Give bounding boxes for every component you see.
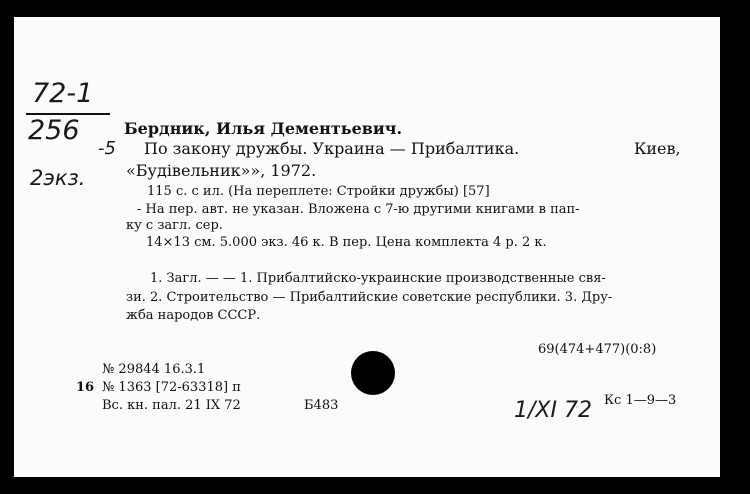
call-number-bottom: 256 [28, 115, 80, 146]
registration-number-16: 16 [76, 380, 95, 395]
subject-line-3: жба народов СССР. [126, 308, 261, 323]
registration-line-1: № 29844 16.3.1 [102, 362, 206, 377]
author-heading: Бердник, Илья Дементьевич. [124, 119, 403, 138]
handwritten-date-sign: 1/XI 72 [514, 398, 592, 423]
call-number-suffix: -5 [98, 138, 116, 159]
registration-line-3: Вс. кн. пал. 21 IX 72 [102, 398, 241, 413]
catalog-card [14, 17, 720, 477]
code-b483: Б483 [304, 398, 339, 413]
note-line-1: - На пер. авт. не указан. Вложена с 7-ю другими книгами в пап- [137, 202, 580, 217]
publisher-year: «Будівельник»», 1972. [126, 161, 317, 180]
physical-price-line: 14×13 см. 5.000 экз. 46 к. В пер. Цена комплекта 4 р. 2 к. [146, 235, 547, 250]
subject-line-1: 1. Загл. — — 1. Прибалтийско-украинские производственные свя- [150, 271, 606, 286]
handwritten-copies-note: 2экз. [30, 166, 86, 190]
note-line-2: ку с загл. сер. [126, 218, 223, 233]
registration-line-2: № 1363 [72-63318] п [102, 380, 241, 395]
kc-code: Кс 1—9—3 [604, 393, 677, 408]
classification-code: 69(474+477)(0:8) [538, 342, 657, 357]
punch-hole [351, 351, 395, 395]
subject-line-2: зи. 2. Строительство — Прибалтийские советские республики. 3. Дру- [126, 290, 613, 305]
publication-place: Киев, [634, 139, 681, 158]
book-title: По закону дружбы. Украина — Прибалтика. [144, 139, 520, 158]
call-number-top: 72-1 [32, 78, 94, 109]
pages-series-line: 115 с. с ил. (На переплете: Стройки дружбы) [57] [147, 184, 490, 199]
